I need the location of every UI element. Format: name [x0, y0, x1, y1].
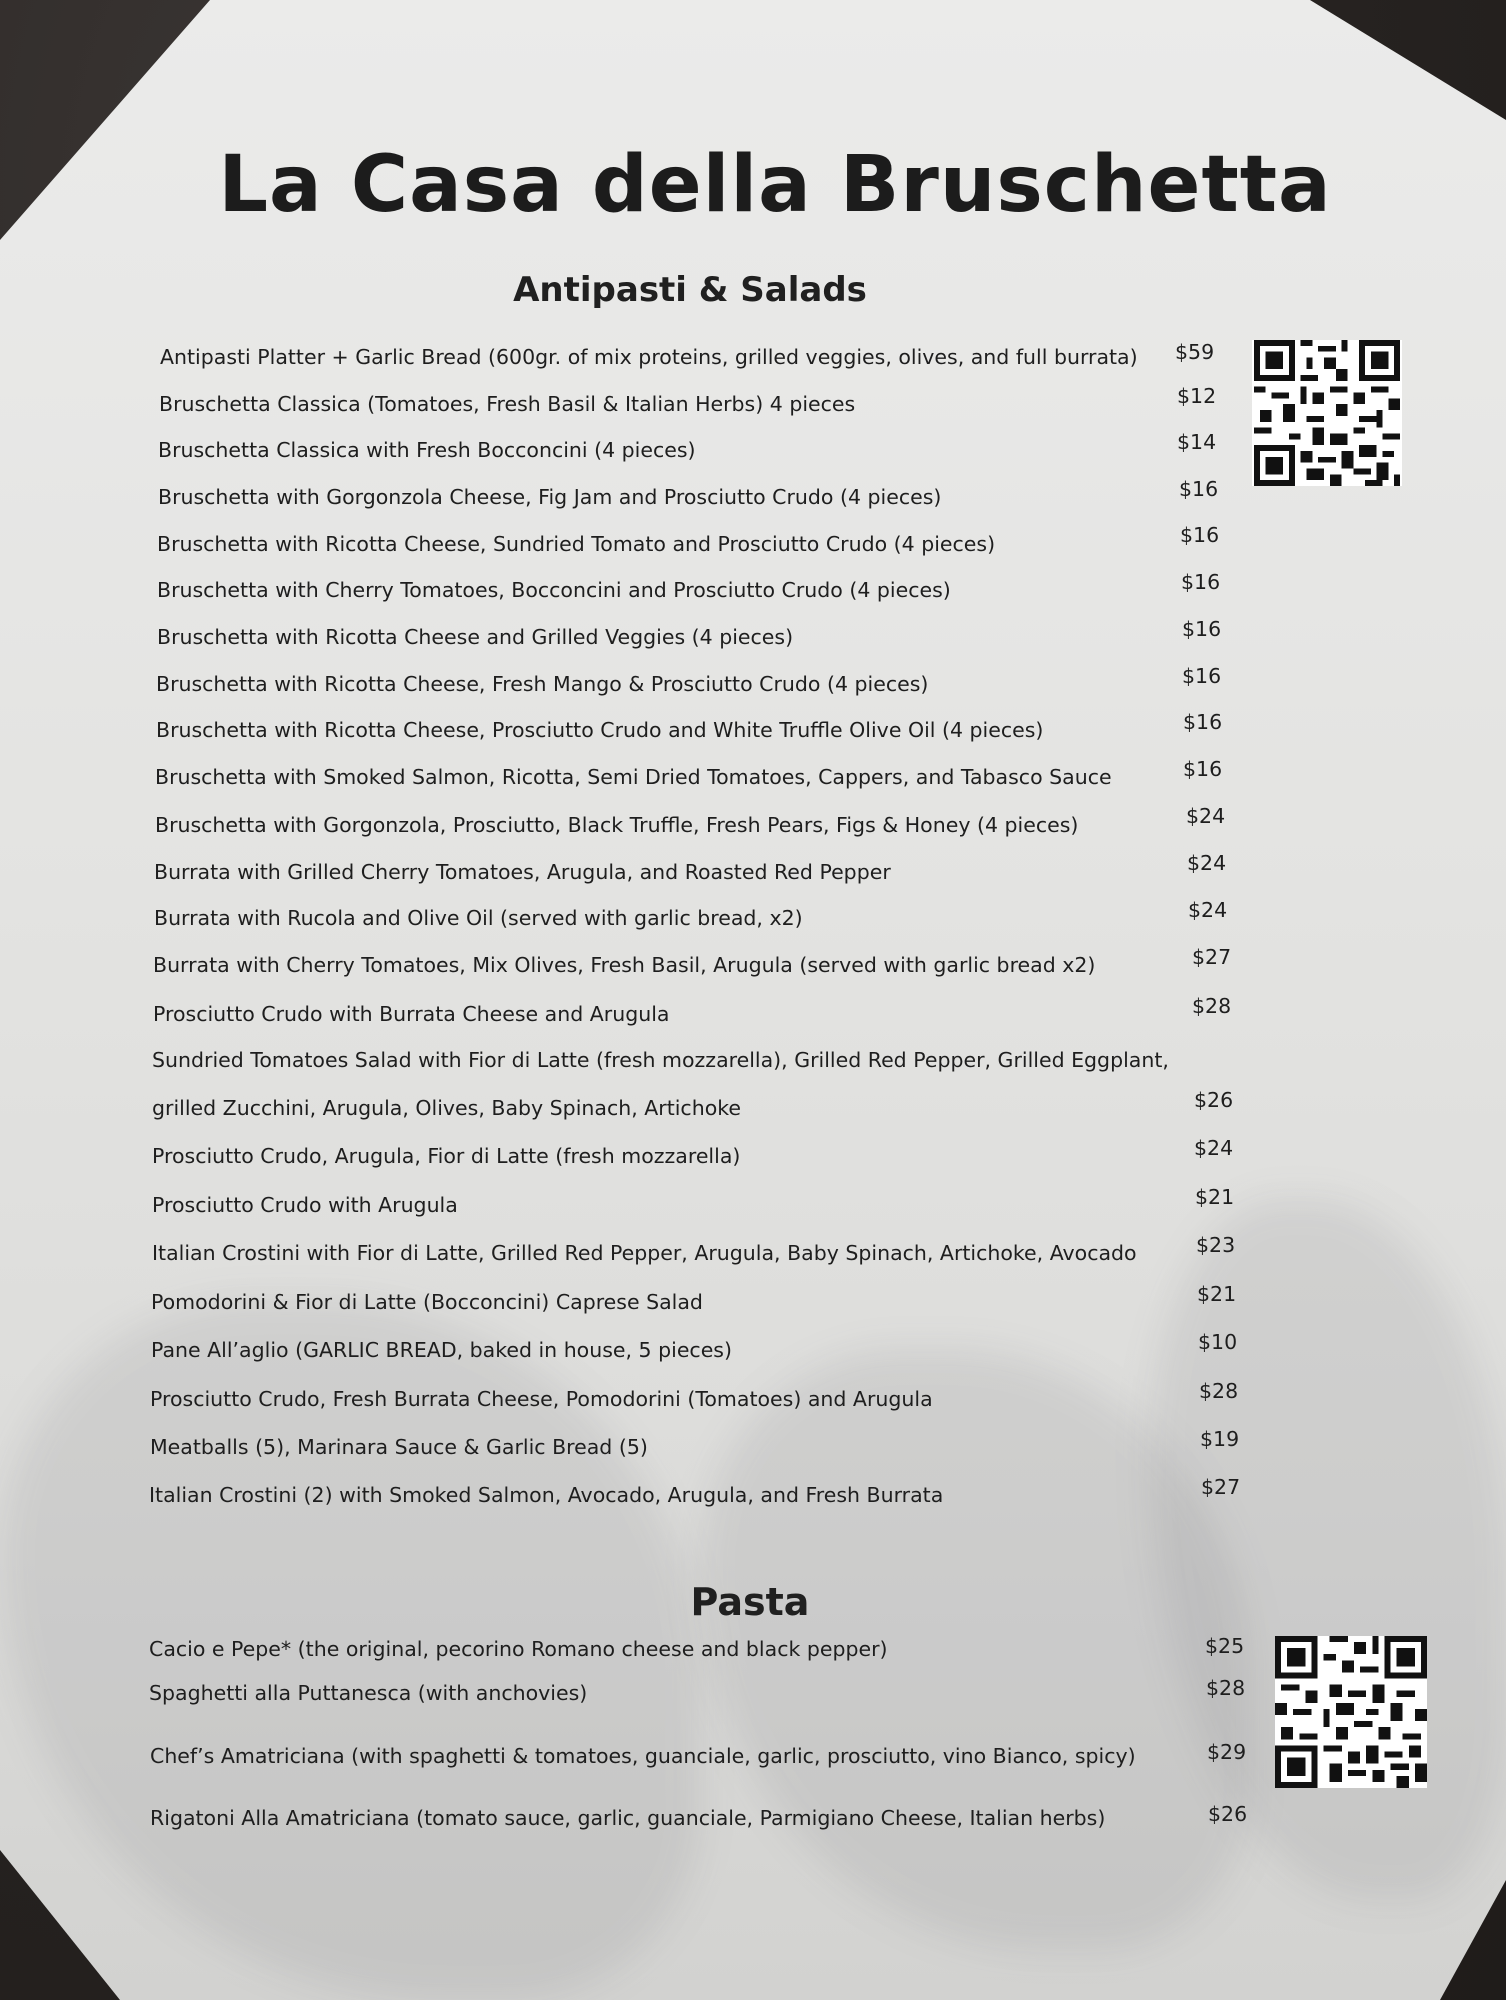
menu-item-name: Bruschetta with Gorgonzola, Prosciutto, Black Truffle, Fresh Pears, Figs & Honey (4 pieces) — [155, 813, 1079, 837]
menu-item-name: Antipasti Platter + Garlic Bread (600gr. of mix proteins, grilled veggies, olives, and full burrata) — [160, 345, 1138, 369]
menu-item-price: $25 — [1205, 1634, 1245, 1658]
menu-item-price: $16 — [1180, 523, 1220, 547]
restaurant-title: La Casa della Bruschetta — [218, 140, 1332, 230]
menu-item-price: $28 — [1192, 994, 1232, 1018]
menu-item-name: Bruschetta with Ricotta Cheese, Fresh Mango & Prosciutto Crudo (4 pieces) — [156, 672, 929, 696]
menu-item-name: Italian Crostini (2) with Smoked Salmon, Avocado, Arugula, and Fresh Burrata — [149, 1483, 944, 1507]
menu-item-price: $16 — [1182, 664, 1222, 688]
menu-item-name: Prosciutto Crudo, Fresh Burrata Cheese, Pomodorini (Tomatoes) and Arugula — [150, 1387, 933, 1411]
menu-item-price: $21 — [1195, 1185, 1235, 1209]
menu-item-name: Sundried Tomatoes Salad with Fior di Latte (fresh mozzarella), Grilled Red Pepper, Grilled Eggplant, — [152, 1048, 1169, 1072]
menu-item-name: Chef’s Amatriciana (with spaghetti & tomatoes, guanciale, garlic, prosciutto, vino Bianco, spicy) — [150, 1744, 1136, 1768]
menu-item-price: $14 — [1177, 430, 1217, 454]
menu-item-name: Cacio e Pepe* (the original, pecorino Romano cheese and black pepper) — [149, 1637, 888, 1661]
menu-item-price: $24 — [1188, 898, 1228, 922]
menu-item-name: Bruschetta Classica with Fresh Bocconcini (4 pieces) — [158, 438, 696, 462]
menu-item-name: Bruschetta with Smoked Salmon, Ricotta, Semi Dried Tomatoes, Cappers, and Tabasco Sauce — [155, 765, 1112, 789]
menu-item-name: Italian Crostini with Fior di Latte, Grilled Red Pepper, Arugula, Baby Spinach, Artichoke, Avocado — [152, 1241, 1137, 1265]
menu-item-price: $19 — [1200, 1427, 1240, 1451]
menu-item-name: grilled Zucchini, Arugula, Olives, Baby Spinach, Artichoke — [152, 1096, 741, 1120]
qr-code-icon[interactable] — [1275, 1636, 1427, 1788]
menu-item-price: $26 — [1194, 1088, 1234, 1112]
section-heading-pasta: Pasta — [690, 1580, 810, 1624]
menu-item-name: Burrata with Grilled Cherry Tomatoes, Arugula, and Roasted Red Pepper — [154, 860, 891, 884]
menu-item-name: Rigatoni Alla Amatriciana (tomato sauce, garlic, guanciale, Parmigiano Cheese, Italian herbs) — [150, 1806, 1106, 1830]
menu-item-price: $16 — [1182, 617, 1222, 641]
menu-item-price: $27 — [1192, 945, 1232, 969]
menu-item-price: $16 — [1181, 570, 1221, 594]
menu-item-price: $24 — [1194, 1136, 1234, 1160]
menu-item-price: $16 — [1179, 477, 1219, 501]
menu-item-price: $28 — [1199, 1379, 1239, 1403]
menu-item-name: Bruschetta Classica (Tomatoes, Fresh Basil & Italian Herbs) 4 pieces — [159, 392, 856, 416]
section-heading-antipasti: Antipasti & Salads — [513, 270, 867, 310]
menu-item-name: Prosciutto Crudo with Burrata Cheese and Arugula — [153, 1002, 670, 1026]
menu-item-name: Burrata with Cherry Tomatoes, Mix Olives, Fresh Basil, Arugula (served with garlic bread x2) — [153, 953, 1096, 977]
menu-item-name: Bruschetta with Ricotta Cheese and Grilled Veggies (4 pieces) — [157, 625, 794, 649]
menu-item-price: $28 — [1206, 1676, 1246, 1700]
menu-item-name: Pomodorini & Fior di Latte (Bocconcini) Caprese Salad — [151, 1290, 703, 1314]
menu-item-price: $29 — [1207, 1740, 1247, 1764]
menu-item-price: $23 — [1196, 1233, 1236, 1257]
menu-item-price: $12 — [1177, 384, 1217, 408]
menu-item-name: Bruschetta with Cherry Tomatoes, Bocconcini and Prosciutto Crudo (4 pieces) — [157, 578, 951, 602]
qr-code-icon[interactable] — [1252, 340, 1402, 486]
menu-item-name: Bruschetta with Ricotta Cheese, Sundried Tomato and Prosciutto Crudo (4 pieces) — [157, 532, 996, 556]
menu-item-price: $24 — [1187, 851, 1227, 875]
menu-item-name: Pane All’aglio (GARLIC BREAD, baked in house, 5 pieces) — [151, 1338, 732, 1362]
menu-item-price: $26 — [1208, 1802, 1248, 1826]
menu-item-price: $16 — [1183, 710, 1223, 734]
menu-item-name: Prosciutto Crudo, Arugula, Fior di Latte (fresh mozzarella) — [152, 1144, 741, 1168]
menu-item-price: $24 — [1186, 804, 1226, 828]
menu-item-name: Spaghetti alla Puttanesca (with anchovies) — [149, 1681, 588, 1705]
menu-item-name: Meatballs (5), Marinara Sauce & Garlic Bread (5) — [150, 1435, 648, 1459]
menu-item-price: $27 — [1201, 1475, 1241, 1499]
menu-item-price: $21 — [1197, 1282, 1237, 1306]
menu-item-name: Bruschetta with Gorgonzola Cheese, Fig Jam and Prosciutto Crudo (4 pieces) — [158, 485, 942, 509]
menu-item-name: Bruschetta with Ricotta Cheese, Prosciutto Crudo and White Truffle Olive Oil (4 pieces) — [156, 718, 1044, 742]
menu-item-name: Prosciutto Crudo with Arugula — [152, 1193, 458, 1217]
menu-item-price: $59 — [1175, 340, 1215, 364]
menu-item-price: $10 — [1198, 1330, 1238, 1354]
menu-item-price: $16 — [1183, 757, 1223, 781]
menu-item-name: Burrata with Rucola and Olive Oil (served with garlic bread, x2) — [154, 906, 803, 930]
